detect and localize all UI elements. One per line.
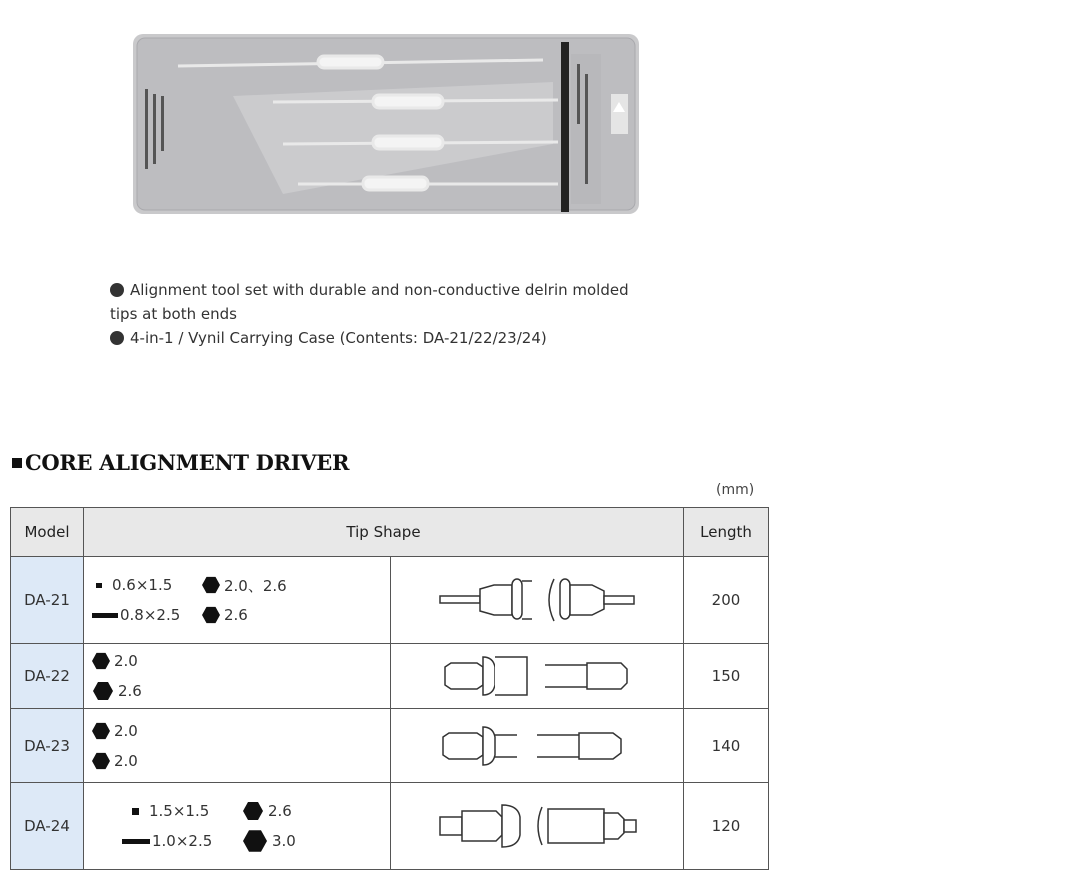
table-row — [11, 557, 769, 644]
tip-drawing — [437, 723, 637, 769]
feature-item: 4-in-1 / Vynil Carrying Case (Contents: DA-21/22/23/24) — [110, 326, 630, 350]
tip-spec-cell: 1.5×1.5 2.6 1.0×2.5 3.0 — [84, 783, 391, 870]
hex-tip-icon — [202, 606, 220, 624]
tip-spec-cell: 0.6×1.5 2.0、2.6 0.8×2.5 2.6 — [84, 557, 391, 644]
hex-tip-icon — [92, 752, 110, 770]
tip-spec-cell: 2.0 2.0 — [84, 709, 391, 783]
tip-drawing-cell — [391, 709, 684, 783]
table-row — [11, 709, 769, 783]
slot-tip-icon — [96, 583, 102, 588]
spec-table — [10, 507, 769, 870]
tip-drawing-cell — [391, 557, 684, 644]
header-length: Length — [684, 508, 769, 557]
hex-tip-icon — [202, 576, 220, 594]
tip-drawing — [437, 653, 637, 699]
tip-drawing — [432, 575, 642, 625]
bullet-icon — [110, 283, 124, 297]
length-cell: 150 — [684, 644, 769, 709]
header-tip-shape: Tip Shape — [84, 508, 684, 557]
tip-drawing-cell — [391, 783, 684, 870]
length-cell: 120 — [684, 783, 769, 870]
tip-drawing-cell — [391, 644, 684, 709]
table-row — [11, 644, 769, 709]
table-header-row — [11, 508, 769, 557]
tip-drawing — [432, 801, 642, 851]
header-model: Model — [11, 508, 84, 557]
hex-tip-icon — [92, 652, 110, 670]
model-cell: DA-23 — [11, 709, 84, 783]
square-bullet-icon — [12, 458, 22, 468]
slot-tip-icon — [92, 613, 118, 618]
feature-item: Alignment tool set with durable and non-conductive delrin molded tips at both ends — [110, 281, 629, 323]
hex-tip-icon — [242, 829, 268, 853]
product-photo — [133, 34, 639, 214]
model-cell: DA-22 — [11, 644, 84, 709]
hex-tip-icon — [242, 801, 264, 821]
slot-tip-icon — [122, 839, 150, 844]
model-cell: DA-21 — [11, 557, 84, 644]
bullet-icon — [110, 331, 124, 345]
length-cell: 140 — [684, 709, 769, 783]
hex-tip-icon — [92, 722, 110, 740]
section-title: CORE ALIGNMENT DRIVER — [12, 450, 349, 475]
hex-tip-icon — [92, 681, 114, 701]
table-row — [11, 783, 769, 870]
square-tip-icon — [132, 808, 139, 815]
length-cell: 200 — [684, 557, 769, 644]
feature-list — [110, 278, 630, 350]
tip-spec-cell: 2.0 2.6 — [84, 644, 391, 709]
unit-label: (mm) — [716, 482, 755, 498]
model-cell: DA-24 — [11, 783, 84, 870]
